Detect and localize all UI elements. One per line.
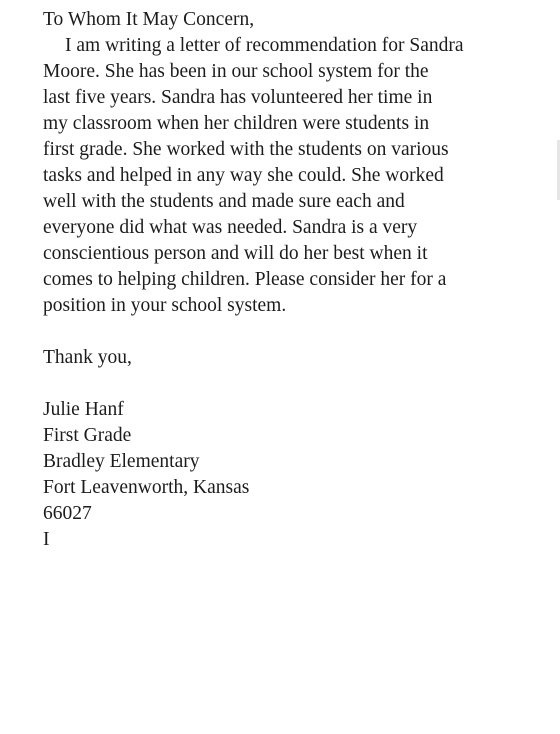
salutation: To Whom It May Concern,	[43, 9, 255, 30]
body-line: position in your school system.	[43, 295, 287, 316]
spacer	[43, 319, 548, 345]
body-line: my classroom when her children were students in	[43, 113, 430, 134]
signature-block	[43, 397, 548, 553]
letter-body	[43, 33, 548, 319]
body-line: comes to helping children. Please consider her for a	[43, 269, 447, 290]
body-line: everyone did what was needed. Sandra is a very	[43, 217, 418, 238]
recommendation-letter	[43, 7, 548, 553]
body-line: tasks and helped in any way she could. She worked	[43, 165, 444, 186]
trailing-mark: I	[43, 529, 50, 550]
closing: Thank you,	[43, 347, 132, 368]
body-line: I am writing a letter of recommendation for Sandra	[65, 35, 464, 56]
body-line: last five years. Sandra has volunteered her time in	[43, 87, 433, 108]
signer-name: Julie Hanf	[43, 399, 124, 420]
signer-grade: First Grade	[43, 425, 132, 446]
body-line: conscientious person and will do her best when it	[43, 243, 428, 264]
body-line: first grade. She worked with the students on various	[43, 139, 449, 160]
body-line: well with the students and made sure each and	[43, 191, 405, 212]
body-line: Moore. She has been in our school system for the	[43, 61, 429, 82]
signer-city-state: Fort Leavenworth, Kansas	[43, 477, 250, 498]
signer-school: Bradley Elementary	[43, 451, 200, 472]
spacer	[43, 371, 548, 397]
signer-zip: 66027	[43, 503, 92, 524]
